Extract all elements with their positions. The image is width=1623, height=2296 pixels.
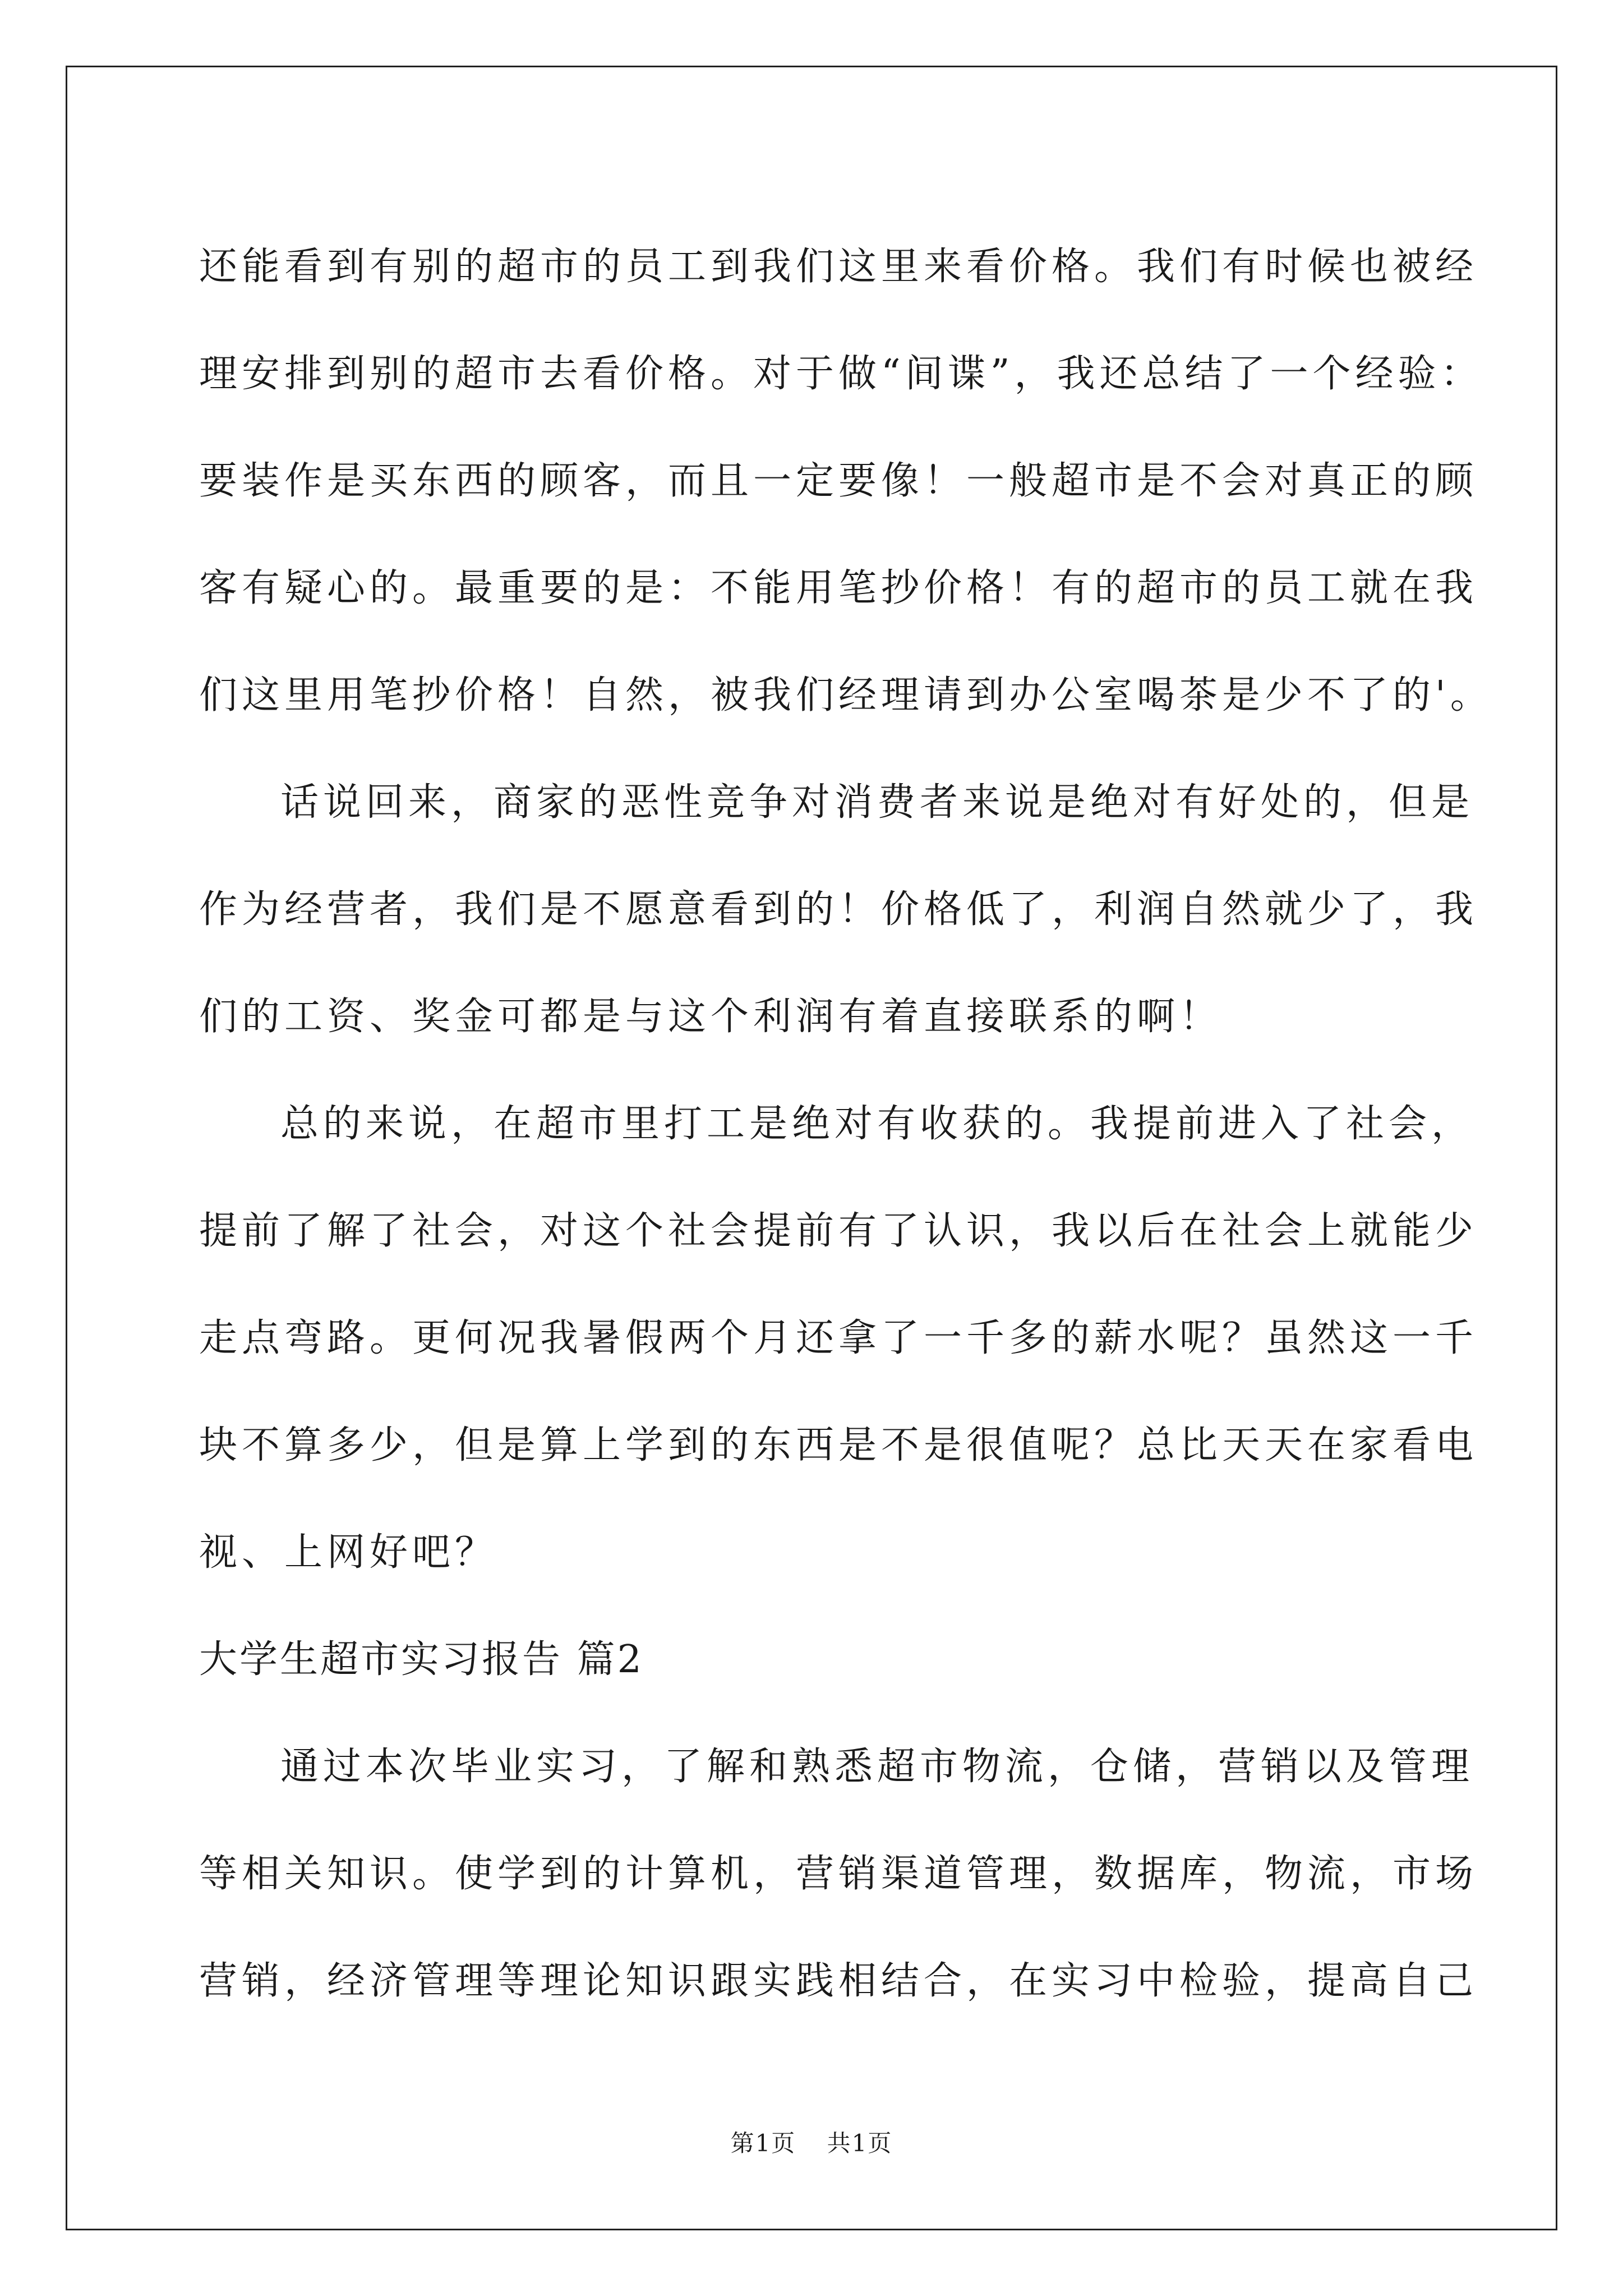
text-line: 要装作是买东西的顾客，而且一定要像！一般超市是不会对真正的顾 [199,459,1478,503]
page-number-current: 第1页 [730,2129,796,2157]
text-line: 理安排到别的超市去看价格。对于做“间谍”，我还总结了一个经验： [199,352,1483,396]
text-line: 营销，经济管理等理论知识跟实践相结合，在实习中检验，提高自己 [199,1959,1478,2003]
text-line: 提前了解了社会，对这个社会提前有了认识，我以后在社会上就能少 [199,1209,1478,1253]
text-line: 块不算多少，但是算上学到的东西是不是很值呢？总比天天在家看电 [199,1423,1478,1467]
paragraph-first-line: 通过本次毕业实习，了解和熟悉超市物流，仓储，营销以及管理 [280,1745,1474,1789]
paragraph-first-line: 总的来说，在超市里打工是绝对有收获的。我提前进入了社会， [280,1102,1474,1146]
text-line: 视、上网好吧？ [199,1530,498,1575]
text-line: 们的工资、奖金可都是与这个利润有着直接联系的啊！ [199,995,1223,1039]
paragraph-first-line: 话说回来，商家的恶性竞争对消费者来说是绝对有好处的，但是 [280,780,1474,825]
text-line: 作为经营者，我们是不愿意看到的！价格低了，利润自然就少了，我 [199,887,1478,932]
page-number-total: 共1页 [827,2129,893,2157]
section-heading: 大学生超市实习报告 篇2 [199,1637,644,1682]
text-line: 走点弯路。更何况我暑假两个月还拿了一千多的薪水呢？虽然这一千 [199,1316,1478,1360]
text-line: 们这里用笔抄价格！自然，被我们经理请到办公室喝茶是少不了的'。 [199,673,1493,717]
text-line: 还能看到有别的超市的员工到我们这里来看价格。我们有时候也被经 [199,245,1478,289]
text-line: 等相关知识。使学到的计算机，营销渠道管理，数据库，物流，市场 [199,1852,1478,1896]
page-footer [0,2125,1623,2159]
document-body [199,213,1493,2035]
text-line: 客有疑心的。最重要的是：不能用笔抄价格！有的超市的员工就在我 [199,566,1478,610]
